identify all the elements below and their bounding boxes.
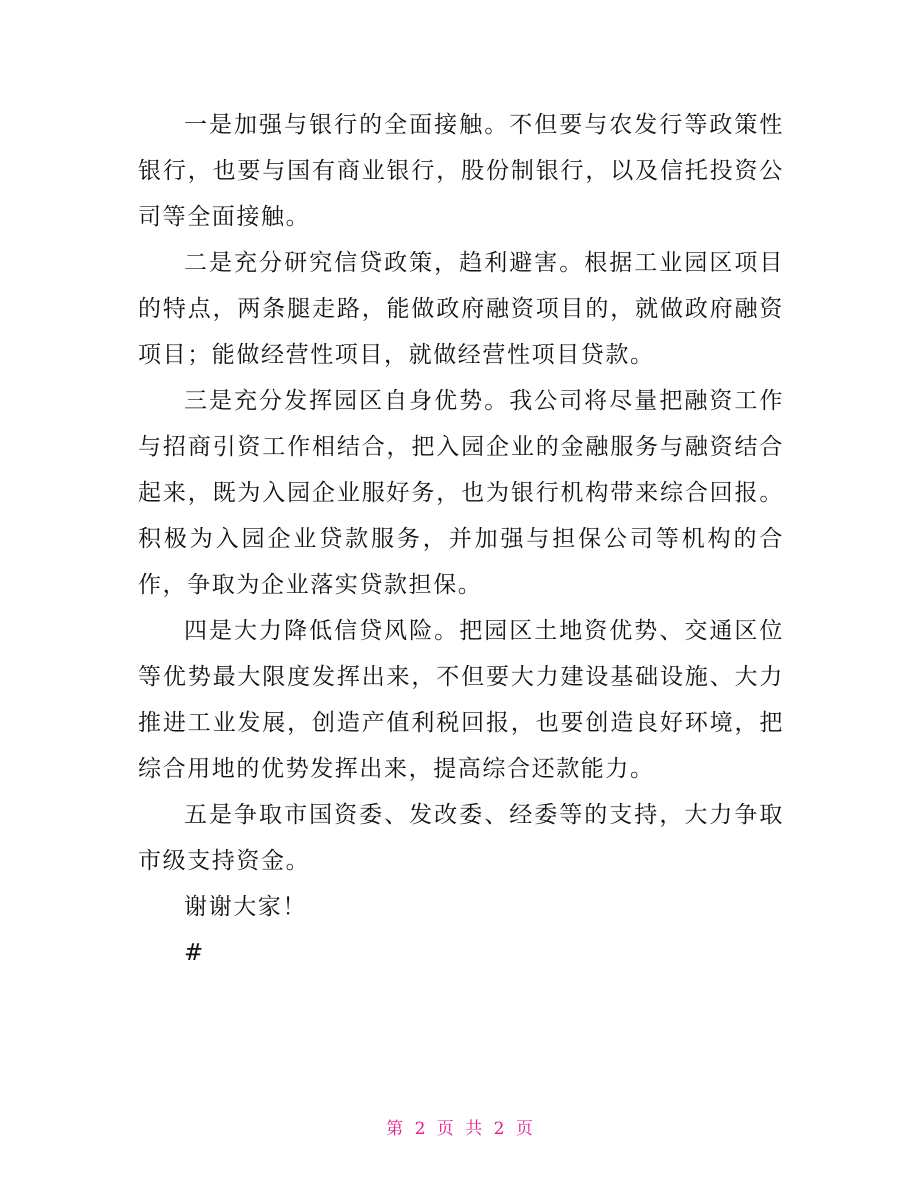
footer-total-pages: 2: [493, 1119, 506, 1139]
end-mark: #: [184, 940, 205, 966]
footer-page-label: 页: [436, 1119, 455, 1139]
page-footer: [0, 1114, 920, 1139]
paragraph-5: 五是争取市国资委、发改委、经委等的支持，大力争取市级支持资金。: [138, 802, 784, 874]
paragraph-4: 四是大力降低信贷风险。把园区土地资优势、交通区位等优势最大限度发挥出来，不但要大力建设基础设施、大力推进工业发展，创造产值利税回报，也要创造良好环境，把综合用地的优势发挥出来，提高综合还款能力。: [138, 618, 784, 782]
paragraph-3: 三是充分发挥园区自身优势。我公司将尽量把融资工作与招商引资工作相结合，把入园企业的金融服务与融资结合起来，既为入园企业服好务，也为银行机构带来综合回报。积极为入园企业贷款服务，并加强与担保公司等机构的合作，争取为企业落实贷款担保。: [138, 388, 784, 598]
footer-total-prefix: 共: [465, 1119, 484, 1139]
document-body: [138, 102, 784, 976]
paragraph-1: 一是加强与银行的全面接触。不但要与农发行等政策性银行，也要与国有商业银行，股份制银行，以及信托投资公司等全面接触。: [138, 112, 784, 230]
footer-prefix: 第: [386, 1119, 405, 1139]
footer-current-page: 2: [414, 1119, 427, 1139]
closing-thanks: 谢谢大家！: [184, 894, 307, 920]
footer-total-label: 页: [515, 1119, 534, 1139]
paragraph-2: 二是充分研究信贷政策，趋利避害。根据工业园区项目的特点，两条腿走路，能做政府融资项目的，就做政府融资项目；能做经营性项目，就做经营性项目贷款。: [138, 250, 784, 368]
